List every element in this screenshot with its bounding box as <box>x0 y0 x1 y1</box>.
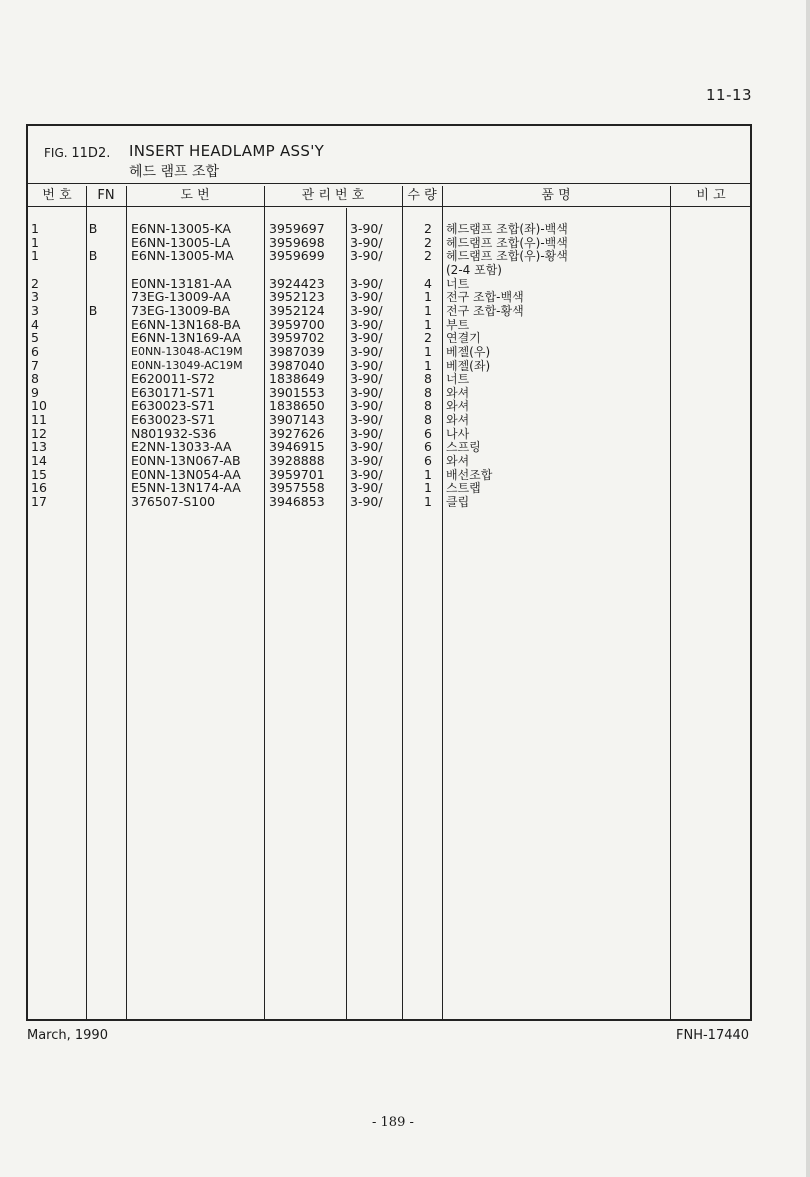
cell-mgmt: 3959701 <box>269 466 325 482</box>
cell-qty: 1 <box>424 466 432 482</box>
cell-name: 클립 <box>446 495 470 509</box>
cell-date: 3-90/ <box>350 316 383 332</box>
cell-name: 너트 <box>446 372 470 387</box>
cell-qty: 4 <box>424 275 432 291</box>
cell-mgmt: 3924423 <box>269 275 325 291</box>
cell-qty: 1 <box>424 357 432 373</box>
cell-mgmt: 3959700 <box>269 316 325 332</box>
cell-part: N801932-S36 <box>131 425 217 441</box>
cell-mgmt: 3901553 <box>269 384 325 400</box>
cell-qty: 2 <box>424 330 432 346</box>
cell-qty: 1 <box>424 302 432 318</box>
cell-qty: 8 <box>424 371 432 387</box>
cell-part: 73EG-13009-AA <box>131 289 231 305</box>
cell-no: 13 <box>31 439 47 455</box>
cell-no: 16 <box>31 480 47 496</box>
cell-name: 스트랩 <box>446 481 481 496</box>
col-header-quantity: 수 량 <box>407 188 437 203</box>
cell-qty: 1 <box>424 480 432 496</box>
cell-no: 1 <box>31 221 39 236</box>
cell-no: 10 <box>31 398 47 414</box>
cell-no: 14 <box>31 453 47 469</box>
cell-date: 3-90/ <box>350 248 383 264</box>
cell-date: 3-90/ <box>350 371 383 387</box>
cell-part: E0NN-13N067-AB <box>131 453 241 469</box>
col-header-remarks: 비 고 <box>696 188 726 203</box>
cell-mgmt: 1838650 <box>269 398 325 414</box>
figure-title-area <box>28 126 750 184</box>
cell-qty: 1 <box>424 316 432 332</box>
cell-part: E0NN-13N054-AA <box>131 466 241 482</box>
figure-title-ko: 헤드 램프 조합 <box>129 164 220 180</box>
cell-name: 헤드램프 조합(우)-백색 <box>446 235 568 250</box>
cell-mgmt: 3959702 <box>269 330 325 346</box>
table-row <box>28 222 750 236</box>
parts-list-frame <box>26 124 752 1021</box>
cell-part: 73EG-13009-BA <box>131 302 230 318</box>
page-edge <box>806 0 810 1177</box>
cell-mgmt: 3907143 <box>269 412 325 428</box>
cell-part: E5NN-13N174-AA <box>131 480 241 496</box>
cell-part: 376507-S100 <box>131 494 216 509</box>
cell-name: 베젤(좌) <box>446 358 491 373</box>
cell-fn: B <box>88 248 98 264</box>
cell-date: 3-90/ <box>350 480 383 496</box>
cell-name: 전구 조합-황색 <box>446 303 524 318</box>
cell-name: 와셔 <box>446 413 470 428</box>
cell-no: 1 <box>31 248 39 264</box>
cell-mgmt: 3927626 <box>269 425 325 441</box>
cell-no: 11 <box>31 412 47 428</box>
cell-qty: 6 <box>424 439 432 455</box>
col-header-part-name: 품 명 <box>541 188 571 203</box>
cell-no: 9 <box>31 384 39 400</box>
cell-mgmt: 3952124 <box>269 302 325 318</box>
cell-qty: 8 <box>424 412 432 428</box>
cell-date: 3-90/ <box>350 398 383 414</box>
cell-date: 3-90/ <box>350 466 383 482</box>
cell-qty: 1 <box>424 494 432 509</box>
cell-date: 3-90/ <box>350 330 383 346</box>
section-page-code: 11-13 <box>706 86 753 104</box>
cell-mgmt: 3987040 <box>269 357 325 373</box>
cell-part: E630023-S71 <box>131 412 215 428</box>
cell-part: E6NN-13N168-BA <box>131 316 241 332</box>
cell-no: 5 <box>31 330 39 346</box>
cell-qty: 6 <box>424 425 432 441</box>
cell-name: 전구 조합-백색 <box>446 290 524 305</box>
cell-no: 8 <box>31 371 39 387</box>
footer-date: March, 1990 <box>27 1028 108 1043</box>
cell-qty: 2 <box>424 248 432 264</box>
cell-date: 3-90/ <box>350 234 383 250</box>
cell-part: E630023-S71 <box>131 398 215 414</box>
cell-mgmt: 3959699 <box>269 248 325 264</box>
cell-name: 와셔 <box>446 385 470 400</box>
cell-name: 와셔 <box>446 399 470 414</box>
table-row <box>28 413 750 427</box>
cell-date: 3-90/ <box>350 275 383 291</box>
page-number: - 189 - <box>372 1115 414 1130</box>
cell-mgmt: 3946853 <box>269 494 325 509</box>
cell-part: E6NN-13N169-AA <box>131 330 241 346</box>
cell-mgmt: 3987039 <box>269 343 325 359</box>
table-row <box>28 304 750 318</box>
cell-date: 3-90/ <box>350 357 383 373</box>
cell-part: E6NN-13005-MA <box>131 248 234 264</box>
cell-no: 17 <box>31 494 47 509</box>
cell-no: 2 <box>31 275 39 291</box>
fig-label: FIG. <box>44 146 68 160</box>
cell-name: 베젤(우) <box>446 344 491 359</box>
cell-part: E6NN-13005-KA <box>131 221 231 236</box>
footer-document-number: FNH-17440 <box>676 1028 750 1043</box>
cell-qty: 2 <box>424 221 432 236</box>
cell-date: 3-90/ <box>350 384 383 400</box>
cell-mgmt: 3959697 <box>269 221 325 236</box>
cell-fn: B <box>88 221 98 236</box>
cell-name: 너트 <box>446 276 470 291</box>
cell-part: E630171-S71 <box>131 384 215 400</box>
table-row <box>28 454 750 468</box>
figure-number <box>44 146 110 161</box>
fig-number-value: 11D2. <box>71 146 111 161</box>
cell-part: E0NN-13049-AC19M <box>131 358 243 372</box>
cell-date: 3-90/ <box>350 289 383 305</box>
table-row <box>28 263 750 277</box>
cell-name: 와셔 <box>446 454 470 469</box>
cell-qty: 6 <box>424 453 432 469</box>
table-header <box>28 186 750 207</box>
cell-name: 배선조합 <box>446 467 493 482</box>
cell-no: 1 <box>31 234 39 250</box>
table-row <box>28 331 750 345</box>
cell-date: 3-90/ <box>350 343 383 359</box>
cell-name: 헤드램프 조합(좌)-백색 <box>446 222 568 236</box>
cell-qty: 2 <box>424 234 432 250</box>
cell-date: 3-90/ <box>350 453 383 469</box>
cell-qty: 1 <box>424 343 432 359</box>
col-header-no: 번 호 <box>42 188 72 203</box>
table-row <box>28 345 750 359</box>
cell-no: 3 <box>31 302 39 318</box>
cell-name: (2-4 포함) <box>446 262 502 277</box>
cell-date: 3-90/ <box>350 221 383 236</box>
cell-name: 나사 <box>446 426 470 441</box>
cell-fn: B <box>88 302 98 318</box>
cell-date: 3-90/ <box>350 439 383 455</box>
cell-qty: 8 <box>424 398 432 414</box>
cell-date: 3-90/ <box>350 425 383 441</box>
cell-part: E0NN-13048-AC19M <box>131 344 243 358</box>
cell-qty: 1 <box>424 289 432 305</box>
cell-qty: 8 <box>424 384 432 400</box>
cell-date: 3-90/ <box>350 494 383 509</box>
cell-date: 3-90/ <box>350 302 383 318</box>
cell-no: 15 <box>31 466 47 482</box>
cell-name: 헤드램프 조합(우)-황색 <box>446 249 568 264</box>
cell-date: 3-90/ <box>350 412 383 428</box>
cell-no: 6 <box>31 343 39 359</box>
cell-mgmt: 3952123 <box>269 289 325 305</box>
cell-mgmt: 3959698 <box>269 234 325 250</box>
cell-part: E2NN-13033-AA <box>131 439 232 455</box>
cell-mgmt: 3957558 <box>269 480 325 496</box>
cell-no: 12 <box>31 425 47 441</box>
cell-name: 연결기 <box>446 331 481 346</box>
table-row <box>28 495 750 509</box>
col-header-part-number: 도 번 <box>180 188 210 203</box>
cell-part: E6NN-13005-LA <box>131 234 231 250</box>
cell-part: E0NN-13181-AA <box>131 275 232 291</box>
cell-no: 4 <box>31 316 39 332</box>
cell-name: 스프링 <box>446 440 481 455</box>
figure-title-en: INSERT HEADLAMP ASS'Y <box>129 142 325 160</box>
cell-mgmt: 1838649 <box>269 371 325 387</box>
cell-mgmt: 3946915 <box>269 439 325 455</box>
cell-name: 부트 <box>446 317 470 332</box>
cell-part: E620011-S72 <box>131 371 215 387</box>
col-header-fn: FN <box>97 188 115 203</box>
cell-no: 3 <box>31 289 39 305</box>
col-header-management-number: 관 리 번 호 <box>301 188 365 203</box>
cell-mgmt: 3928888 <box>269 453 325 469</box>
cell-no: 7 <box>31 357 39 373</box>
table-row <box>28 249 750 263</box>
